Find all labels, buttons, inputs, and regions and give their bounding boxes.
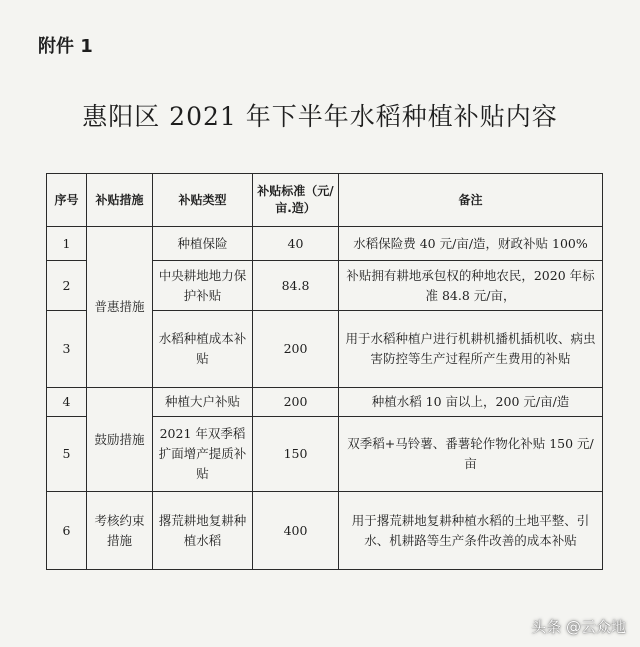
- row-no: 2: [47, 261, 87, 311]
- table-row: [47, 388, 603, 417]
- row-standard: 40: [253, 227, 339, 261]
- row-note: 用于撂荒耕地复耕种植水稻的土地平整、引水、机耕路等生产条件改善的成本补贴: [339, 492, 603, 570]
- row-type: 种植大户补贴: [153, 388, 253, 417]
- row-type: 撂荒耕地复耕种植水稻: [153, 492, 253, 570]
- row-standard: 400: [253, 492, 339, 570]
- group-kaohe: 考核约束措施: [87, 492, 153, 570]
- row-no: 5: [47, 417, 87, 492]
- row-standard: 200: [253, 311, 339, 388]
- header-standard: 补贴标准（元/亩.造）: [253, 174, 339, 227]
- table-row: [47, 227, 603, 261]
- row-note: 水稻保险费 40 元/亩/造，财政补贴 100%: [339, 227, 603, 261]
- table-header-row: [47, 174, 603, 227]
- row-no: 1: [47, 227, 87, 261]
- row-note: 双季稻+马铃薯、番薯轮作物化补贴 150 元/亩: [339, 417, 603, 492]
- row-note: 用于水稻种植户进行机耕机播机插机收、病虫害防控等生产过程所产生费用的补贴: [339, 311, 603, 388]
- row-type: 2021 年双季稻扩面增产提质补贴: [153, 417, 253, 492]
- row-type: 种植保险: [153, 227, 253, 261]
- header-type: 补贴类型: [153, 174, 253, 227]
- row-standard: 150: [253, 417, 339, 492]
- table-row: [47, 492, 603, 570]
- subsidy-table: [46, 173, 603, 570]
- row-standard: 200: [253, 388, 339, 417]
- row-type: 水稻种植成本补贴: [153, 311, 253, 388]
- row-no: 6: [47, 492, 87, 570]
- group-puhui: 普惠措施: [87, 227, 153, 388]
- row-standard: 84.8: [253, 261, 339, 311]
- row-note: 补贴拥有耕地承包权的种地农民，2020 年标准 84.8 元/亩，: [339, 261, 603, 311]
- watermark: 头条 @云众地: [531, 618, 626, 636]
- header-measure: 补贴措施: [87, 174, 153, 227]
- page-title: 惠阳区 2021 年下半年水稻种植补贴内容: [82, 102, 558, 131]
- attachment-label: 附件 1: [38, 36, 93, 57]
- row-no: 3: [47, 311, 87, 388]
- row-no: 4: [47, 388, 87, 417]
- header-no: 序号: [47, 174, 87, 227]
- row-note: 种植水稻 10 亩以上，200 元/亩/造: [339, 388, 603, 417]
- row-type: 中央耕地地力保护补贴: [153, 261, 253, 311]
- header-note: 备注: [339, 174, 603, 227]
- group-guli: 鼓励措施: [87, 388, 153, 492]
